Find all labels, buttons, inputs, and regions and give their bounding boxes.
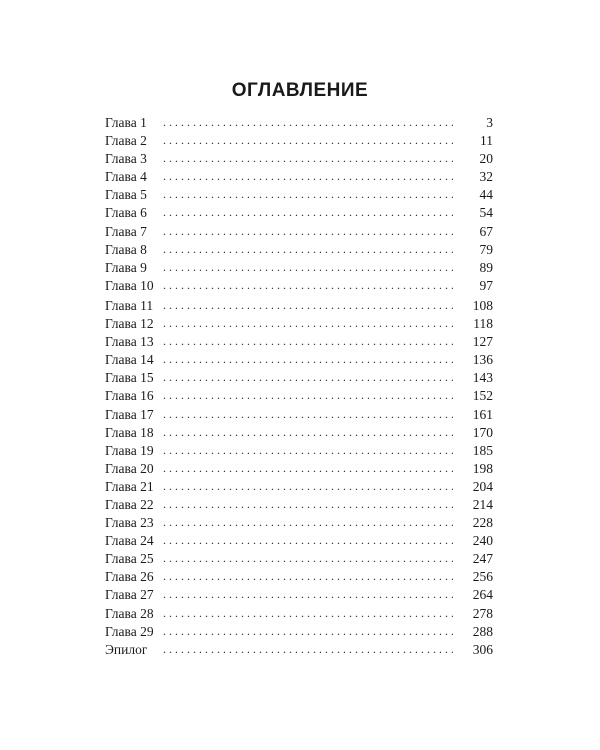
- toc-entry[interactable]: [105, 351, 493, 369]
- toc-entry[interactable]: [105, 641, 493, 659]
- toc-entry-page-number: 3: [486, 115, 493, 130]
- toc-entry[interactable]: [105, 277, 493, 295]
- toc-entry[interactable]: [105, 568, 493, 586]
- toc-entry-label: Глава 18: [105, 424, 154, 440]
- toc-entry[interactable]: [105, 315, 493, 333]
- toc-entry-page-number: 32: [479, 169, 493, 185]
- toc-entry-page-number: 136: [472, 352, 493, 368]
- toc-dot-leader: [163, 350, 453, 368]
- toc-entry[interactable]: [105, 514, 493, 532]
- toc-entry-page-number: 198: [472, 460, 493, 476]
- toc-entry-label: Глава 20: [105, 460, 154, 476]
- toc-entry[interactable]: [105, 605, 493, 623]
- toc-dot-leader: [163, 567, 453, 585]
- toc-entry-page-number: 79: [479, 241, 493, 257]
- toc-dot-leader: [163, 314, 453, 332]
- toc-entry-label: Глава 7: [105, 223, 147, 239]
- toc-entry-label: Глава 28: [105, 605, 154, 621]
- toc-entry-page-number: 44: [479, 187, 493, 203]
- toc-dot-leader: [163, 258, 453, 276]
- toc-entry-label: Глава 19: [105, 442, 154, 458]
- toc-entry-page-number: 247: [472, 551, 493, 567]
- toc-dot-leader: [163, 185, 453, 203]
- toc-entry-label: Глава 4: [105, 169, 147, 185]
- toc-entry-page-number: 143: [472, 370, 493, 386]
- toc-entry[interactable]: [105, 150, 493, 168]
- toc-entry-label: Глава 5: [105, 187, 147, 203]
- toc-entry-page-number: 214: [472, 496, 493, 512]
- toc-dot-leader: [163, 167, 453, 185]
- toc-entry[interactable]: [105, 132, 493, 150]
- toc-dot-leader: [163, 640, 453, 658]
- toc-dot-leader: [163, 222, 453, 240]
- toc-dot-leader: [163, 531, 453, 549]
- toc-entry-label: Глава 25: [105, 551, 154, 567]
- toc-entry-page-number: 240: [472, 533, 493, 549]
- toc-dot-leader: [163, 240, 453, 258]
- toc-entry-page-number: 152: [472, 388, 493, 404]
- toc-entry[interactable]: [105, 204, 493, 222]
- toc-entry-page-number: 127: [472, 334, 493, 350]
- toc-entry[interactable]: [105, 460, 493, 478]
- toc-entry-page-number: 228: [472, 515, 493, 531]
- toc-entry[interactable]: [105, 478, 493, 496]
- toc-entry-page-number: 118: [473, 316, 493, 332]
- toc-entry[interactable]: [105, 406, 493, 424]
- toc-entry-page-number: 67: [479, 223, 493, 239]
- toc-entry-label: Глава 21: [105, 478, 154, 494]
- toc-entry-label: Глава 23: [105, 515, 154, 531]
- toc-dot-leader: [163, 368, 453, 386]
- toc-entry-label: Глава 24: [105, 533, 154, 549]
- toc-entry-page-number: 278: [472, 605, 493, 621]
- toc-entry-label: Эпилог: [105, 641, 148, 657]
- toc-dot-leader: [163, 276, 453, 294]
- toc-entry-label: Глава 26: [105, 569, 154, 585]
- toc-entry-label: Глава 14: [105, 352, 154, 368]
- toc-entry-page-number: 288: [472, 623, 493, 639]
- toc-entry-page-number: 264: [472, 587, 493, 603]
- toc-dot-leader: [163, 585, 453, 603]
- toc-entry-label: Глава 1: [105, 115, 147, 130]
- toc-dot-leader: [163, 113, 453, 131]
- toc-entry-label: Глава 17: [105, 406, 154, 422]
- toc-dot-leader: [163, 477, 453, 495]
- toc-dot-leader: [163, 622, 453, 640]
- toc-entry-label: Глава 6: [105, 205, 147, 221]
- toc-entry-page-number: 89: [479, 259, 493, 275]
- page-title: ОГЛАВЛЕНИЕ: [231, 80, 369, 101]
- toc-entry[interactable]: [105, 496, 493, 514]
- toc-dot-leader: [163, 131, 453, 149]
- toc-entry[interactable]: [105, 114, 493, 132]
- toc-entry[interactable]: [105, 623, 493, 641]
- toc-entry[interactable]: [105, 550, 493, 568]
- toc-entry[interactable]: [105, 297, 493, 315]
- toc-entry-label: Глава 27: [105, 587, 154, 603]
- toc-entry-label: Глава 10: [105, 277, 154, 293]
- toc-dot-leader: [163, 296, 453, 314]
- toc-dot-leader: [163, 441, 453, 459]
- toc-dot-leader: [163, 332, 453, 350]
- toc-entry[interactable]: [105, 259, 493, 277]
- toc-entry-page-number: 185: [472, 442, 493, 458]
- toc-dot-leader: [163, 495, 453, 513]
- toc-entry-label: Глава 12: [105, 316, 154, 332]
- toc-dot-leader: [163, 604, 453, 622]
- toc-entry-page-number: 11: [480, 133, 493, 149]
- toc-entry-label: Глава 15: [105, 370, 154, 386]
- toc-entry-page-number: 97: [479, 277, 493, 293]
- toc-entry-page-number: 161: [472, 406, 493, 422]
- toc-entry[interactable]: [105, 387, 493, 405]
- toc-entry-page-number: 54: [479, 205, 493, 221]
- toc-entry[interactable]: [105, 424, 493, 442]
- toc-dot-leader: [163, 203, 453, 221]
- toc-dot-leader: [163, 405, 453, 423]
- toc-entry-label: Глава 2: [105, 133, 147, 149]
- toc-dot-leader: [163, 459, 453, 477]
- toc-entry[interactable]: [105, 223, 493, 241]
- toc-entry-page-number: 170: [472, 424, 493, 440]
- toc-entry-label: Глава 3: [105, 151, 147, 167]
- toc-entry-label: Глава 11: [105, 297, 154, 313]
- toc-entry-page-number: 20: [479, 151, 493, 167]
- toc-dot-leader: [163, 386, 453, 404]
- toc-entry-label: Глава 22: [105, 496, 154, 512]
- toc-dot-leader: [163, 423, 453, 441]
- toc-entry[interactable]: [105, 369, 493, 387]
- toc-entry-page-number: 108: [472, 297, 493, 313]
- toc-entry[interactable]: [105, 586, 493, 604]
- table-of-contents: [105, 114, 493, 659]
- toc-entry[interactable]: [105, 186, 493, 204]
- toc-entry[interactable]: [105, 241, 493, 259]
- toc-entry[interactable]: [105, 333, 493, 351]
- toc-entry-label: Глава 16: [105, 388, 154, 404]
- toc-entry-label: Глава 29: [105, 623, 154, 639]
- toc-entry-label: Глава 9: [105, 259, 147, 275]
- toc-entry-page-number: 306: [472, 641, 493, 657]
- toc-dot-leader: [163, 149, 453, 167]
- toc-entry-label: Глава 8: [105, 241, 147, 257]
- toc-dot-leader: [163, 513, 453, 531]
- toc-entry[interactable]: [105, 532, 493, 550]
- toc-entry-page-number: 256: [472, 569, 493, 585]
- toc-entry-page-number: 204: [472, 478, 493, 494]
- toc-entry[interactable]: [105, 442, 493, 460]
- toc-dot-leader: [163, 549, 453, 567]
- toc-entry-label: Глава 13: [105, 334, 154, 350]
- toc-entry[interactable]: [105, 168, 493, 186]
